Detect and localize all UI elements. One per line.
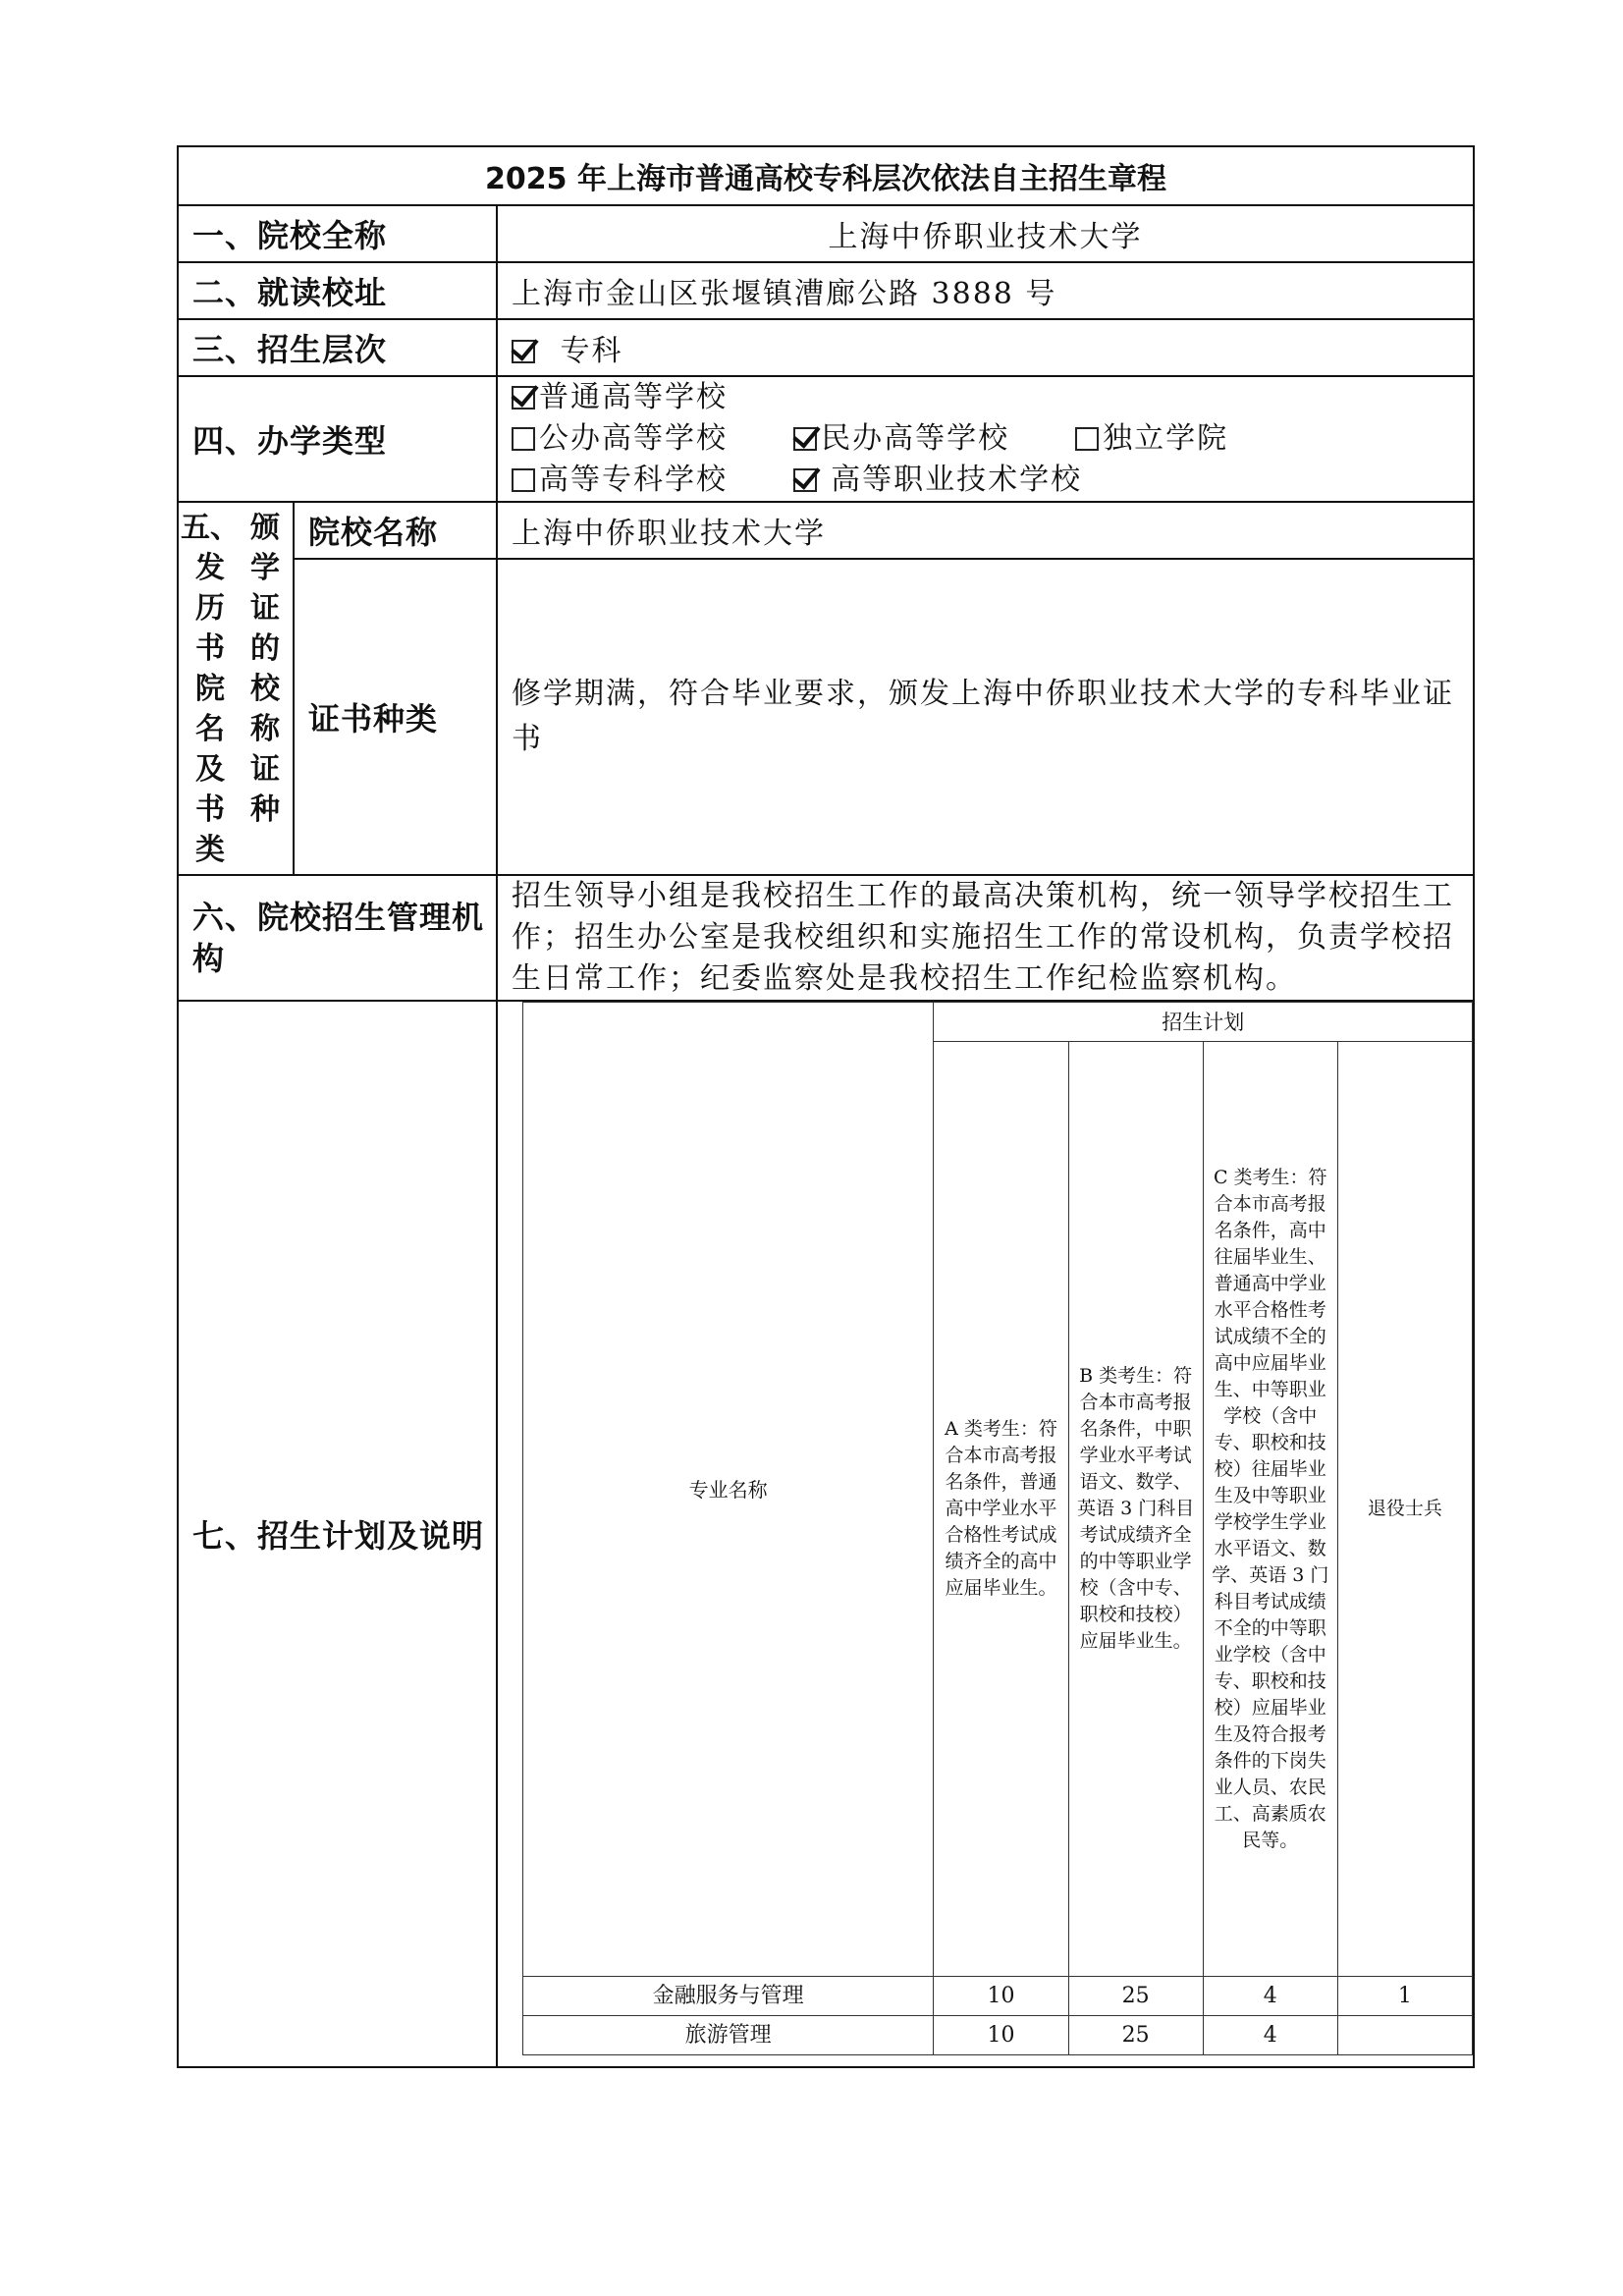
major-header: 专业名称 <box>522 1003 934 1977</box>
diploma-label-char: 学 <box>250 550 280 585</box>
checkbox-checked-icon <box>512 340 535 363</box>
diploma-label-char: 校 <box>250 671 280 706</box>
school-type-option-public: 公办高等学校 <box>539 421 728 456</box>
checkbox-checked-icon <box>793 427 817 451</box>
category-c-header: C 类考生：符合本市高考报名条件，高中往届毕业生、普通高中学业水平合格性考试成绩不全的高中应届毕业生、中等职业学校（含中专、职校和技校）往届毕业生及中等职业学校学生学业水平语文、数学、英语 3 门科目考试成绩不全的中等职业学校（含中专、职校和技校）应届毕业生及符合报考条件的下岗失业人员、农民工、高素质农民等。 <box>1203 1042 1337 1977</box>
major-name: 金融服务与管理 <box>522 1977 934 2016</box>
diploma-section-label <box>178 502 294 875</box>
diploma-label-char: 的 <box>250 630 280 666</box>
quota-b: 25 <box>1068 2016 1203 2055</box>
enrollment-level-label: 三、招生层次 <box>178 319 497 376</box>
diploma-label-char: 书 <box>195 792 225 827</box>
school-type-options <box>497 376 1474 502</box>
diploma-label-char: 名 <box>195 711 225 746</box>
school-type-option-private: 民办高等学校 <box>821 421 1010 456</box>
checkbox-checked-icon <box>512 386 535 410</box>
quota-c: 4 <box>1203 2016 1337 2055</box>
quota-c: 4 <box>1203 1977 1337 2016</box>
certificate-type-value: 修学期满，符合毕业要求，颁发上海中侨职业技术大学的专科毕业证书 <box>497 559 1474 875</box>
veterans-header: 退役士兵 <box>1337 1042 1472 1977</box>
school-fullname-value: 上海中侨职业技术大学 <box>497 205 1474 262</box>
major-name: 旅游管理 <box>522 2016 934 2055</box>
enrollment-plan-table <box>498 1002 1473 2055</box>
enrollment-plan-label: 七、招生计划及说明 <box>178 1001 497 2067</box>
school-fullname-label: 一、院校全称 <box>178 205 497 262</box>
school-type-option-regular: 普通高等学校 <box>539 380 728 414</box>
diploma-label-char: 证 <box>250 751 280 787</box>
school-type-option-vocational: 高等职业技术学校 <box>831 463 1083 497</box>
category-b-header: B 类考生：符合本市高考报名条件，中职学业水平考试语文、数学、英语 3 门科目考试成绩齐全的中等职业学校（含中专、职校和技校）应届毕业生。 <box>1068 1042 1203 1977</box>
checkbox-checked-icon <box>793 468 817 492</box>
campus-address-value: 上海市金山区张堰镇漕廊公路 3888 号 <box>497 262 1474 319</box>
diploma-label-char: 颁 <box>250 510 280 545</box>
diploma-label-char <box>240 832 291 868</box>
diploma-label-char: 证 <box>250 590 280 626</box>
issuing-school-label: 院校名称 <box>294 502 497 559</box>
quota-veterans <box>1337 2016 1472 2055</box>
quota-a: 10 <box>934 1977 1068 2016</box>
diploma-label-char: 院 <box>195 671 225 706</box>
plan-spacer <box>498 1003 522 2055</box>
diploma-label-char: 类 <box>195 832 225 867</box>
admission-charter-table <box>177 145 1475 2068</box>
school-type-option-college: 高等专科学校 <box>539 463 728 497</box>
quota-b: 25 <box>1068 1977 1203 2016</box>
quota-veterans: 1 <box>1337 1977 1472 2016</box>
document-title: 2025 年上海市普通高校专科层次依法自主招生章程 <box>178 146 1474 205</box>
plan-header: 招生计划 <box>934 1003 1473 1042</box>
school-type-option-independent: 独立学院 <box>1103 421 1229 456</box>
checkbox-empty-icon <box>1075 427 1099 451</box>
table-row <box>498 2016 1473 2055</box>
diploma-label-char: 发 <box>195 550 225 585</box>
table-row <box>498 1977 1473 2016</box>
diploma-label-char: 五、 <box>181 510 240 545</box>
quota-a: 10 <box>934 2016 1068 2055</box>
diploma-label-char: 及 <box>195 751 225 787</box>
diploma-label-char: 种 <box>250 792 280 827</box>
campus-address-label: 二、就读校址 <box>178 262 497 319</box>
certificate-type-label: 证书种类 <box>294 559 497 875</box>
diploma-label-char: 历 <box>195 590 225 626</box>
admission-office-label: 六、院校招生管理机构 <box>178 875 497 1001</box>
diploma-label-char: 书 <box>195 630 225 666</box>
checkbox-empty-icon <box>512 468 535 492</box>
checkbox-empty-icon <box>512 427 535 451</box>
school-type-label: 四、办学类型 <box>178 376 497 502</box>
diploma-label-char: 称 <box>250 711 280 746</box>
category-a-header: A 类考生：符合本市高考报名条件，普通高中学业水平合格性考试成绩齐全的高中应届毕业生。 <box>934 1042 1068 1977</box>
enrollment-level-value <box>497 319 1474 376</box>
admission-office-value: 招生领导小组是我校招生工作的最高决策机构，统一领导学校招生工作；招生办公室是我校组织和实施招生工作的常设机构，负责学校招生日常工作；纪委监察处是我校招生工作纪检监察机构。 <box>497 875 1474 1001</box>
enrollment-plan-cell <box>497 1001 1474 2067</box>
enrollment-level-option: 专科 <box>560 334 623 368</box>
issuing-school-value: 上海中侨职业技术大学 <box>497 502 1474 559</box>
